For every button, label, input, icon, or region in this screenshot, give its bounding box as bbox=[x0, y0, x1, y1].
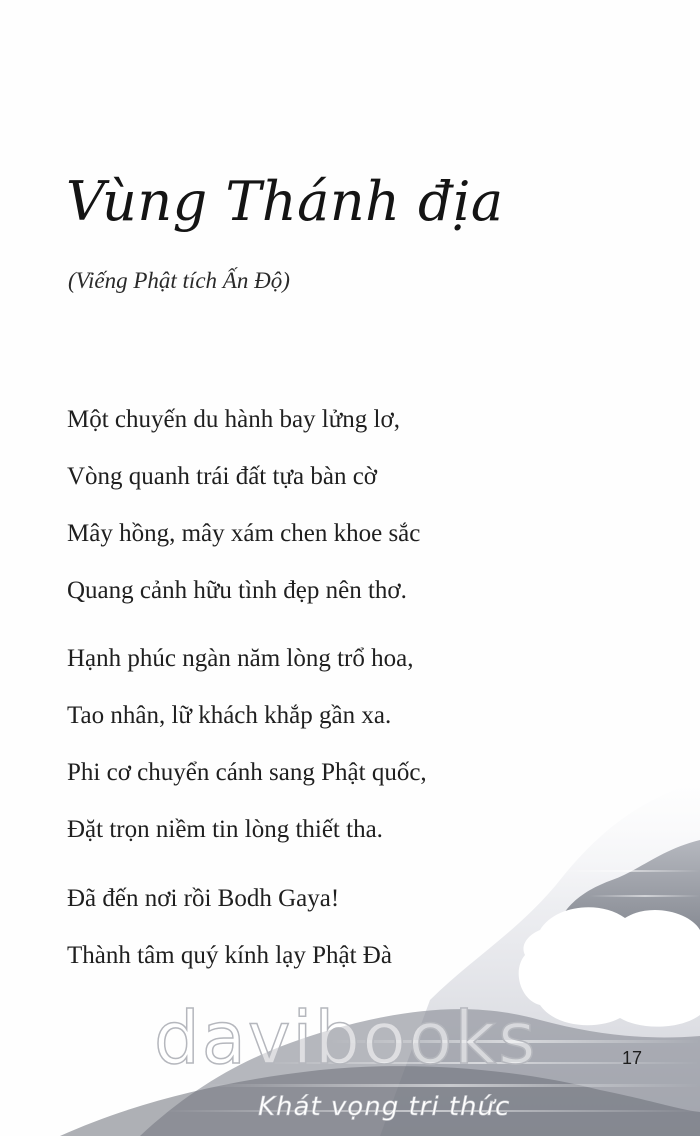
stanza-1 bbox=[67, 391, 420, 619]
watermark-brand: davibooks bbox=[154, 996, 538, 1080]
poem-title: Vùng Thánh địa bbox=[66, 170, 504, 233]
verse-line: Quang cảnh hữu tình đẹp nên thơ. bbox=[67, 577, 407, 604]
verse-line: Đã đến nơi rồi Bodh Gaya! bbox=[67, 885, 340, 912]
verse-line: Vòng quanh trái đất tựa bàn cờ bbox=[67, 463, 378, 490]
stanza-2 bbox=[67, 630, 427, 858]
verse-line: Phi cơ chuyển cánh sang Phật quốc, bbox=[67, 759, 427, 786]
verse-line: Hạnh phúc ngàn năm lòng trổ hoa, bbox=[67, 645, 414, 672]
poem-subtitle: (Viếng Phật tích Ấn Độ) bbox=[68, 268, 290, 293]
verse-line: Đặt trọn niềm tin lòng thiết tha. bbox=[67, 816, 383, 843]
stanza-3 bbox=[67, 870, 392, 984]
verse-line: Một chuyến du hành bay lửng lơ, bbox=[67, 406, 400, 433]
verse-line: Tao nhân, lữ khách khắp gần xa. bbox=[67, 702, 392, 729]
verse-line: Mây hồng, mây xám chen khoe sắc bbox=[67, 520, 421, 547]
watermark-tagline: Khát vọng tri thức bbox=[258, 1092, 511, 1122]
page-number: 17 bbox=[622, 1048, 643, 1068]
verse-line: Thành tâm quý kính lạy Phật Đà bbox=[67, 942, 392, 969]
